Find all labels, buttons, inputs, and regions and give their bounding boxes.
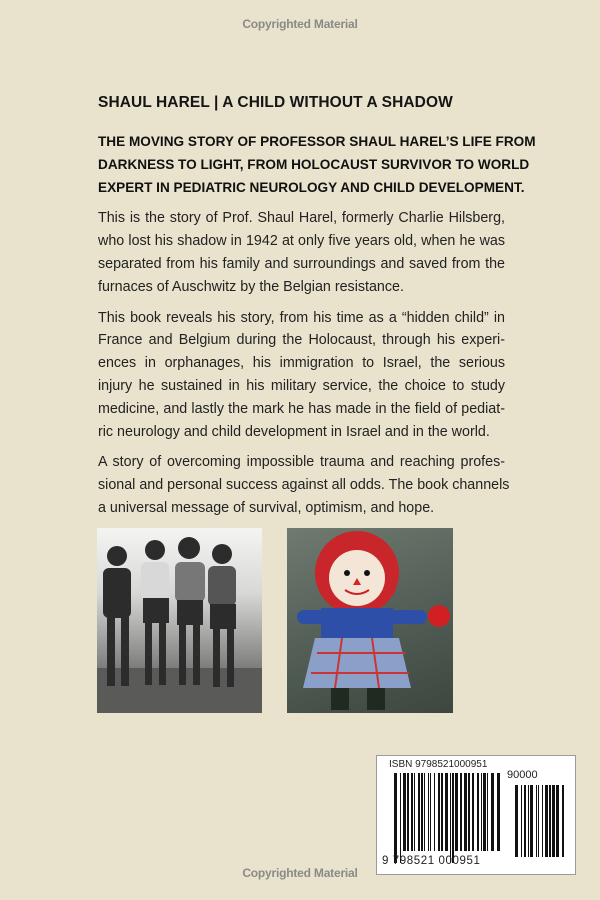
headline-line: EXPERT IN PEDIATRIC NEUROLOGY AND CHILD DEVELOPMENT. — [98, 179, 525, 195]
text-line: This is the story of Prof. Shaul Harel, formerly Charlie Hilsberg, — [98, 210, 505, 227]
copyright-watermark-bottom: Copyrighted Material — [242, 866, 358, 880]
barcode-bar — [430, 773, 431, 851]
barcode-bar — [497, 773, 500, 851]
photo-rag-doll — [287, 528, 453, 713]
barcode-bar — [562, 785, 564, 857]
barcode-bar — [411, 773, 413, 851]
barcode-bar — [460, 773, 462, 851]
barcode-bar — [445, 773, 448, 851]
text-line: A story of overcoming impossible trauma and reaching profes- — [98, 454, 505, 471]
barcode-bar — [556, 785, 559, 857]
barcode-bar — [477, 773, 479, 851]
barcode-addon-price: 90000 — [507, 769, 538, 781]
text-line: This book reveals his story, from his time as a “hidden child” in — [98, 309, 505, 326]
barcode-bar — [407, 773, 409, 851]
paragraph-3 — [98, 451, 510, 519]
barcode-bar — [530, 785, 533, 857]
headline-line: THE MOVING STORY OF PROFESSOR SHAUL HAREL’S LIFE FROM — [98, 134, 536, 149]
text-line: injury he sustained in his military service, the choice to study — [98, 377, 505, 394]
barcode-bar — [472, 773, 474, 851]
barcode-addon-bars — [515, 785, 570, 863]
headline — [98, 131, 536, 199]
barcode-bar — [418, 773, 420, 851]
text-line: a universal message of survival, optimism, and hope. — [98, 499, 435, 516]
text-line: sional and personal success against all odds. The book channels — [98, 477, 510, 494]
barcode-bar — [394, 773, 397, 863]
barcode-digits: 9 798521 000951 — [382, 855, 481, 867]
barcode-bar — [414, 773, 415, 851]
barcode-bar — [524, 785, 526, 857]
barcode-bar — [450, 773, 451, 863]
text-line: ric neurology and child development in Israel and in the world. — [98, 423, 490, 440]
paragraph-1 — [98, 207, 505, 298]
barcode-bar — [441, 773, 443, 851]
headline-line: DARKNESS TO LIGHT, FROM HOLOCAUST SURVIVOR TO WORLD — [98, 156, 530, 172]
barcode-bar — [528, 785, 529, 857]
blurb — [98, 131, 536, 520]
text-line: who lost his shadow in 1942 at only five years old, when he was — [98, 233, 505, 250]
text-line: ences in orphanages, his immigration to Israel, the serious — [98, 355, 505, 372]
barcode-bar — [487, 773, 488, 851]
barcode-bar — [403, 773, 406, 851]
barcode-bar — [428, 773, 429, 851]
barcode-main-bars — [394, 773, 506, 863]
isbn-barcode — [376, 755, 576, 875]
barcode-bar — [464, 773, 467, 851]
barcode-bar — [491, 773, 494, 851]
barcode-bar — [481, 773, 482, 851]
barcode-bar — [455, 773, 458, 851]
barcode-bar — [536, 785, 537, 857]
barcode-bar — [538, 785, 539, 857]
paragraph-2 — [98, 307, 505, 444]
barcode-bar — [424, 773, 425, 851]
barcode-bar — [542, 785, 543, 857]
barcode-bar — [545, 785, 548, 857]
book-title: SHAUL HAREL | A CHILD WITHOUT A SHADOW — [98, 94, 453, 111]
isbn-label: ISBN 9798521000951 — [389, 759, 488, 770]
barcode-bar — [521, 785, 522, 857]
photo-four-boys — [97, 528, 262, 713]
copyright-watermark-top: Copyrighted Material — [242, 17, 358, 31]
barcode-bar — [400, 773, 401, 863]
barcode-bar — [434, 773, 435, 851]
barcode-bar — [549, 785, 551, 857]
text-line: France and Belgium during the Holocaust, through his experi- — [98, 332, 505, 349]
barcode-bar — [438, 773, 440, 851]
text-line: medicine, and lastly the mark he has made in the field of pediat- — [98, 400, 505, 417]
text-line: furnaces of Auschwitz by the Belgian resistance. — [98, 278, 404, 295]
barcode-bar — [468, 773, 470, 851]
barcode-bar — [552, 785, 555, 857]
text-line: separated from his family and surroundings and saved from the — [98, 255, 505, 272]
barcode-bar — [452, 773, 454, 863]
barcode-bar — [421, 773, 423, 851]
barcode-bar — [515, 785, 518, 857]
barcode-bar — [483, 773, 486, 851]
